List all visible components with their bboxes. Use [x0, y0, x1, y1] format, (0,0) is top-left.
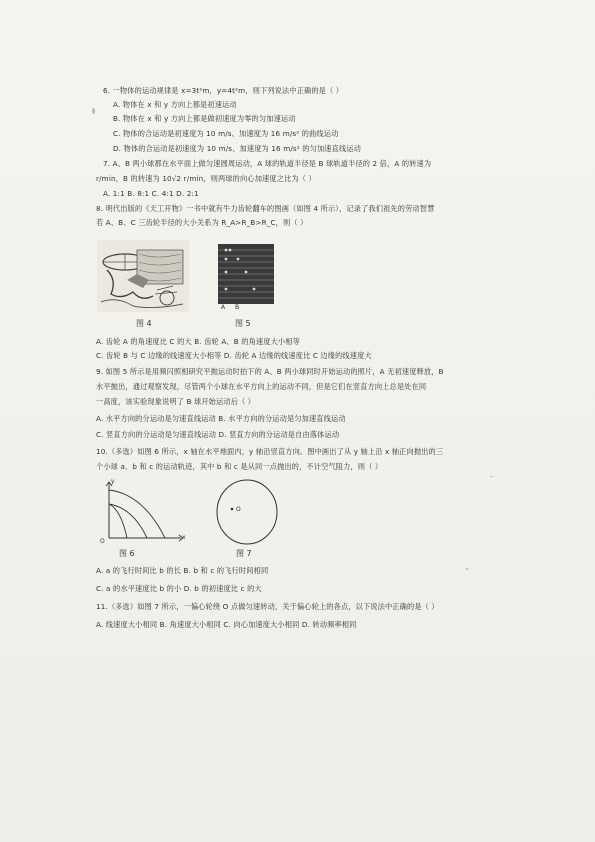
question-9-options-2: C. 竖直方向的分运动是匀速直线运动 D. 竖直方向的分运动是自由落体运动	[96, 430, 340, 439]
figure-4-caption: 图 4	[136, 319, 152, 328]
question-8-stem-cont: 若 A、B、C 三齿轮半径的大小关系为 R_A>R_B>R_C，则（ ）	[96, 218, 308, 227]
question-10-options-1: A. a 的飞行时间比 b 的长 B. b 和 c 的飞行时间相同	[96, 566, 269, 575]
question-8-stem: 8. 明代出版的《天工开物》一书中就有牛力齿轮翻车的图画（如图 4 所示），记录了我们祖先的劳动智慧	[96, 204, 435, 213]
scan-mark	[92, 108, 95, 114]
question-10-options-2: C. a 的水平速度比 b 的小 D. b 的初速度比 c 的大	[96, 584, 262, 593]
figure-6-x-label: x	[182, 534, 186, 541]
question-9-stem: 9. 如图 5 所示是用频闪照相研究平抛运动时拍下的 A、B 两小球同时开始运动的照片，A 无初速度释放，B	[96, 367, 444, 376]
question-6-option-d: D. 物体的合运动是初速度为 10 m/s、加速度为 16 m/s² 的匀加速直线运动	[113, 144, 361, 153]
question-8-options-1: A. 齿轮 A 的角速度比 C 的大 B. 齿轮 A、B 的角速度大小相等	[96, 337, 300, 346]
question-8-options-2: C. 齿轮 B 与 C 边缘的线速度大小相等 D. 齿轮 A 边缘的线速度比 C 边缘的线速度大	[96, 351, 372, 360]
figure-6-caption: 图 6	[119, 549, 135, 558]
question-6-option-a: A. 物体在 x 和 y 方向上都是初速运动	[113, 100, 237, 109]
scan-mark	[490, 476, 493, 477]
question-11-options: A. 线速度大小相同 B. 角速度大小相同 C. 向心加速度大小相同 D. 转动频率相同	[96, 620, 357, 629]
question-6-stem: 6. 一物体的运动规律是 x=3t²m，y=4t²m，则下列说法中正确的是（ ）	[103, 86, 344, 95]
question-7-stem-cont: r/min，B 的转速为 10√2 r/min，则两球的向心加速度之比为（ ）	[96, 174, 316, 183]
question-6-option-b: B. 物体在 x 和 y 方向上都是做初速度为零的匀加速运动	[113, 114, 296, 123]
figure-5-strobe-photo	[218, 244, 274, 306]
question-10-stem: 10.（多选）如图 6 所示，x 轴在水平地面内，y 轴沿竖直方向。图中画出了从 y 轴上沿 x 轴正向抛出的三	[96, 447, 444, 456]
figure-4-gear-wheel-drawing	[97, 240, 189, 312]
question-9-stem-cont2: 一高度，该实验现象说明了 B 球开始运动后（ ）	[96, 397, 256, 406]
figure-6-y-label: y	[111, 478, 115, 485]
figure-6-trajectories	[103, 480, 185, 544]
figure-7-eccentric-wheel	[214, 477, 280, 547]
question-10-stem-cont: 个小球 a、b 和 c 的运动轨迹，其中 b 和 c 是从同一点抛出的，不计空气阻力，则（ ）	[96, 462, 383, 471]
figure-6-origin-label: O	[100, 538, 105, 545]
figure-7-caption: 图 7	[236, 549, 252, 558]
figure-5-caption: 图 5	[235, 319, 251, 328]
figure-5-label-b: B	[235, 304, 240, 311]
figure-7-center-label: O	[236, 506, 241, 513]
scan-mark	[466, 568, 468, 570]
question-7-stem: 7. A、B 两小球都在水平面上做匀速圆周运动，A 球的轨道半径是 B 球轨道半径的 2 倍，A 的转速为	[103, 159, 432, 168]
question-11-stem: 11.（多选）如图 7 所示，一偏心轮绕 O 点做匀速转动，关于偏心轮上的各点，以下说法中正确的是（ ）	[96, 602, 439, 611]
question-9-options-1: A. 水平方向的分运动是匀速直线运动 B. 水平方向的分运动是匀加速直线运动	[96, 414, 346, 423]
question-9-stem-cont: 水平抛出，通过观察发现，尽管两个小球在水平方向上的运动不同，但是它们在竖直方向上总是处在同	[96, 382, 427, 391]
question-7-options: A. 1:1 B. 8:1 C. 4:1 D. 2:1	[103, 189, 199, 198]
question-6-option-c: C. 物体的合运动是初速度为 10 m/s、加速度为 16 m/s² 的曲线运动	[113, 129, 339, 138]
figure-5-label-a: A	[221, 304, 226, 311]
